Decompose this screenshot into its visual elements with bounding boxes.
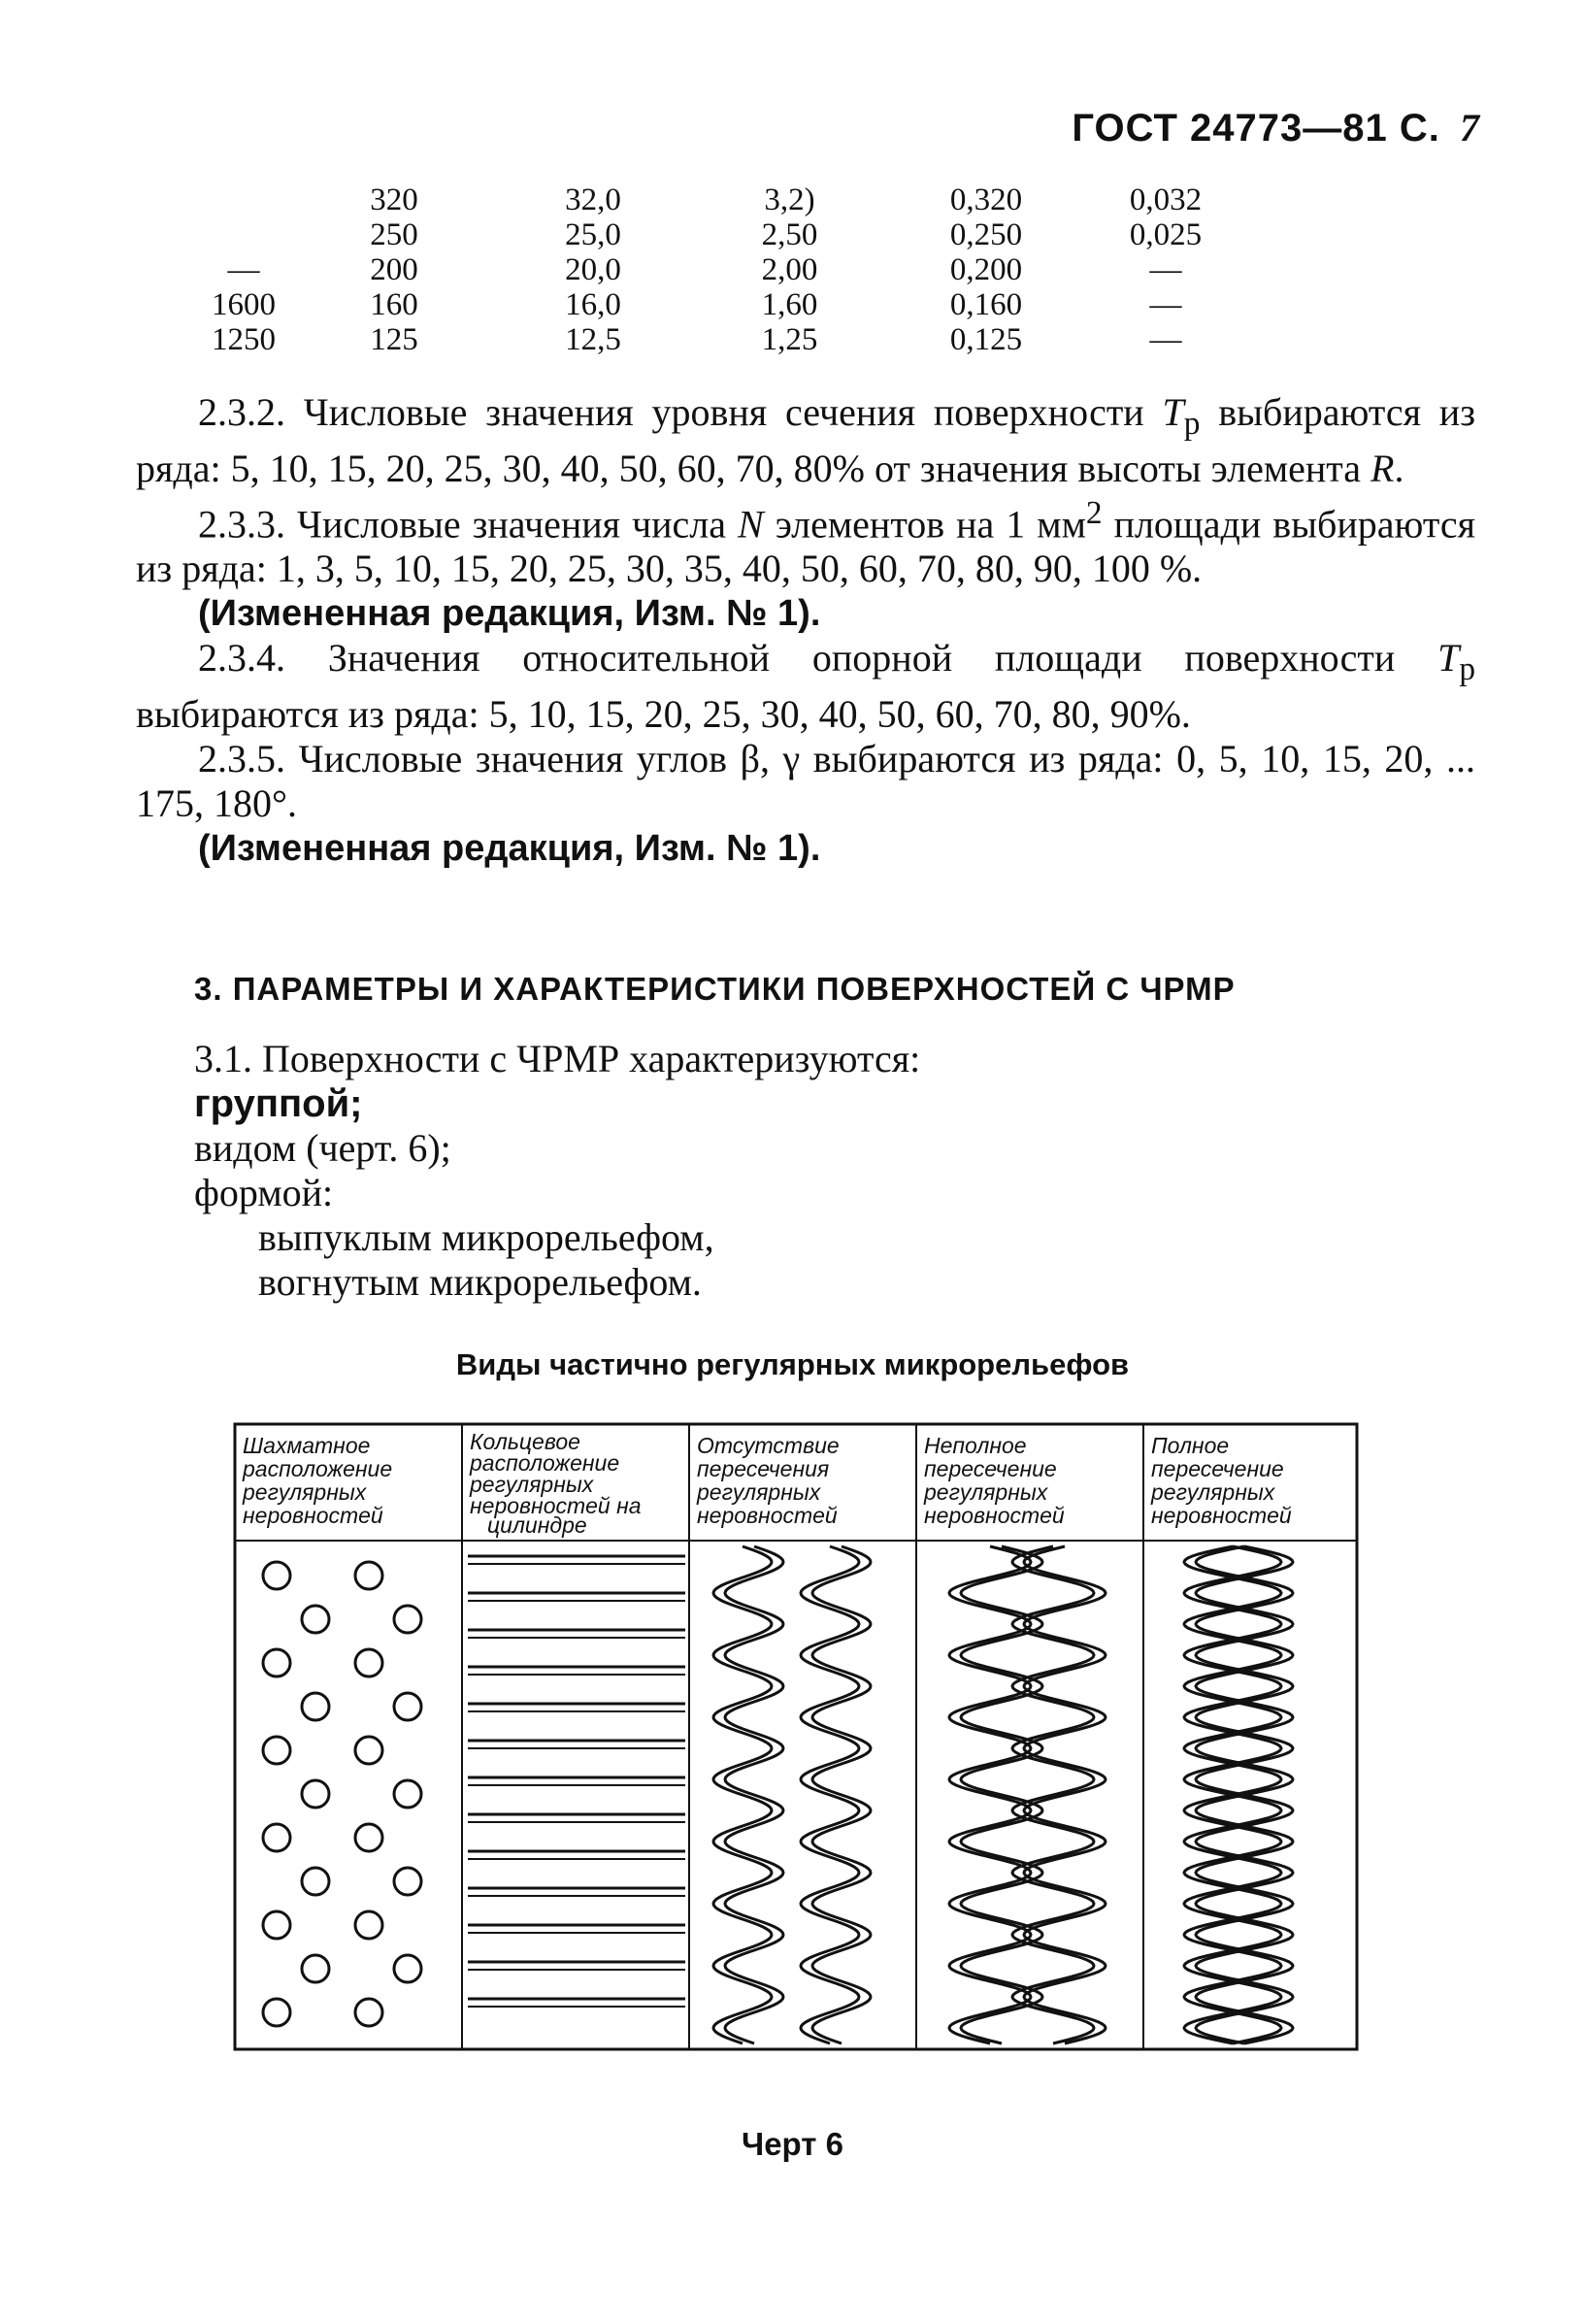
- circle-element: [355, 1999, 382, 2026]
- circle-element: [355, 1649, 382, 1677]
- table-cell: —: [227, 252, 260, 287]
- table-cell: 1,60: [761, 287, 818, 322]
- amendment-note: (Измененная редакция, Изм. № 1).: [198, 593, 821, 635]
- figure-title: Виды частично регулярных микрорельефов: [455, 1347, 1130, 1381]
- standard-number: ГОСТ 24773—81: [1072, 107, 1388, 149]
- circle-element: [263, 1737, 290, 1764]
- table-cell: 0,200: [949, 252, 1023, 287]
- table-cell: 12,5: [565, 322, 621, 357]
- table-row: [190, 183, 1243, 217]
- table-cell: 0,320: [949, 183, 1023, 217]
- ring-grooves-pattern: [468, 1556, 685, 2007]
- table-row: [190, 217, 1243, 252]
- list-subitem-convex: выпуклым микрорельефом,: [258, 1215, 714, 1259]
- page-number: 7: [1460, 106, 1480, 149]
- partial-crossing-waves-pattern: [949, 1546, 1106, 2043]
- circle-element: [394, 1780, 421, 1808]
- column-5-label: Полное пересечение регулярных неровностей: [1151, 1433, 1292, 1528]
- circle-element: [263, 1999, 290, 2026]
- table-cell: 200: [370, 252, 418, 287]
- table-cell: 16,0: [565, 287, 621, 322]
- table-row: [190, 322, 1243, 357]
- list-item-kind: видом (черт. 6);: [194, 1126, 451, 1170]
- table-cell: [190, 217, 297, 252]
- paragraph-2-3-4: 2.3.4. Значения относительной опорной площади поверхности $T_р$ выбираются из ряда: 5, 10, 15, 20, 25, 30, 40, 50, 60, 70, 80, 90%.: [136, 636, 1475, 737]
- staggered-circles-pattern: [263, 1562, 421, 2026]
- table-cell: 32,0: [565, 183, 621, 217]
- paragraph-2-3-5: 2.3.5. Числовые значения углов β, γ выбираются из ряда: 0, 5, 10, 15, 20, ... 175, 180°.: [136, 737, 1475, 826]
- table-cell: 1,25: [761, 322, 818, 357]
- table-cell: 2,00: [761, 252, 818, 287]
- list-intro: 3.1. Поверхности с ЧРМР характеризуются:: [194, 1037, 921, 1080]
- column-2-label: Кольцевое расположение регулярных неровностей на цилиндре: [470, 1429, 642, 1538]
- body-text: [136, 390, 1475, 871]
- table-cell: —: [1149, 322, 1182, 357]
- circle-element: [355, 1562, 382, 1589]
- wave-groove: [713, 1546, 772, 2043]
- circle-element: [355, 1737, 382, 1764]
- circle-element: [355, 1824, 382, 1851]
- table-cell: 20,0: [565, 252, 621, 287]
- value-table: [190, 183, 1243, 357]
- circle-element: [263, 1562, 290, 1589]
- wave-groove: [725, 1546, 783, 2043]
- figure-caption: Черт 6: [742, 2126, 843, 2162]
- table-cell: 0,032: [1129, 183, 1203, 217]
- table-cell: 3,2): [764, 183, 815, 217]
- circle-element: [263, 1649, 290, 1677]
- table-cell: —: [1149, 252, 1182, 287]
- table-cell: 0,125: [949, 322, 1023, 357]
- page-prefix: С.: [1399, 107, 1440, 149]
- circle-element: [355, 1911, 382, 1939]
- table-cell: [190, 183, 297, 217]
- section-title: 3. ПАРАМЕТРЫ И ХАРАКТЕРИСТИКИ ПОВЕРХНОСТЕЙ С ЧРМР: [194, 971, 1236, 1007]
- table-row: [190, 287, 1243, 322]
- circle-element: [394, 1955, 421, 1982]
- table-cell: 125: [370, 322, 418, 357]
- list-subitem-concave: вогнутым микрорельефом.: [258, 1260, 702, 1304]
- non-crossing-waves-pattern: [713, 1546, 871, 2043]
- wave-groove: [812, 1546, 871, 2043]
- list-item-form: формой:: [194, 1171, 334, 1214]
- page-header: [1072, 105, 1480, 150]
- table-cell: 160: [370, 287, 418, 322]
- table-cell: 250: [370, 217, 418, 252]
- circle-element: [263, 1824, 290, 1851]
- circle-element: [394, 1868, 421, 1895]
- list-item-group: группой;: [194, 1082, 363, 1125]
- table-row: [190, 252, 1243, 287]
- circle-element: [394, 1606, 421, 1633]
- table-cell: 2,50: [761, 217, 818, 252]
- wave-groove: [801, 1546, 859, 2043]
- column-3-label: Отсутствие пересечения регулярных неровностей: [697, 1433, 840, 1528]
- table-cell: 25,0: [565, 217, 621, 252]
- circle-element: [302, 1693, 329, 1720]
- column-4-label: Неполное пересечение регулярных неровностей: [924, 1433, 1065, 1528]
- table-cell: 320: [370, 183, 418, 217]
- paragraph-2-3-2: 2.3.2. Числовые значения уровня сечения поверхности $T_р$ выбираются из ряда: 5, 10, 15, 20, 25, 30, 40, 50, 60, 70, 80% от значения высоты элемента R.: [136, 390, 1475, 490]
- table-cell: 1250: [212, 322, 276, 357]
- column-1-label: Шахматное расположение регулярных неровностей: [243, 1433, 393, 1528]
- microrelief-diagram: [233, 1422, 1359, 2053]
- amendment-note: (Измененная редакция, Изм. № 1).: [198, 828, 821, 870]
- circle-element: [394, 1693, 421, 1720]
- table-cell: 0,250: [949, 217, 1023, 252]
- circle-element: [302, 1780, 329, 1808]
- table-cell: —: [1149, 287, 1182, 322]
- table-cell: 0,025: [1129, 217, 1203, 252]
- circle-element: [302, 1606, 329, 1633]
- characteristics-list: [194, 1037, 920, 1305]
- paragraph-2-3-3: 2.3.3. Числовые значения числа N элементов на 1 $мм^2$ площади выбираются из ряда: 1, 3, 5, 10, 15, 20, 25, 30, 35, 40, 50, 60, 70, 80, 90, 100 %.: [136, 495, 1475, 591]
- circle-element: [302, 1955, 329, 1982]
- circle-element: [302, 1868, 329, 1895]
- table-cell: 0,160: [949, 287, 1023, 322]
- circle-element: [263, 1911, 290, 1939]
- full-crossing-waves-pattern: [1184, 1546, 1293, 2043]
- table-cell: 1600: [212, 287, 276, 322]
